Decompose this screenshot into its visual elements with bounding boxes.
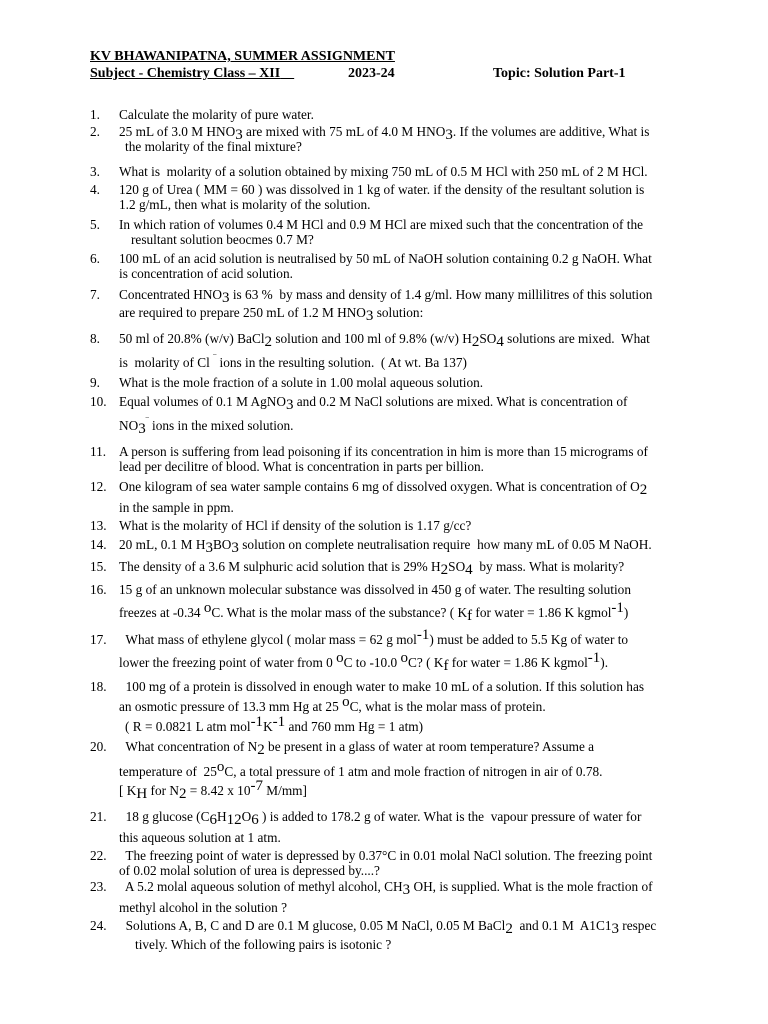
question-number: 3. — [90, 164, 100, 179]
school-title: KV BHAWANIPATNA, SUMMER ASSIGNMENT — [90, 49, 395, 64]
question-item — [90, 739, 680, 802]
question-text: Concentrated $HNO_3$ is 63 % by mass and density of 1.4 g/ml. How many millilitres of this solution are required to prepare 250 mL of 1.2 M $HNO_3$ solution: — [119, 287, 653, 324]
question-number: 18. — [90, 679, 107, 694]
question-text: 100 mL of an acid solution is neutralised by 50 mL of NaOH solution containing 0.2 g NaOH. What is concentration of acid solution. — [119, 251, 652, 281]
question-number: 10. — [90, 394, 107, 409]
question-text: In which ration of volumes 0.4 M HCl and 0.9 M HCl are mixed such that the concentration of the resultant solution beocmes 0.7 M? — [119, 217, 644, 247]
question-text: The density of a 3.6 M sulphuric acid solution that is 29% $H_2SO_4$ by mass. What is molarity? — [119, 559, 625, 578]
question-item — [90, 331, 680, 370]
subject-line: Subject - Chemistry Class – XII — [90, 66, 281, 81]
question-number: 4. — [90, 182, 100, 197]
question-item — [90, 627, 680, 674]
question-text: 50 ml of 20.8% (w/v) BaCl$_2$ solution and 100 ml of 9.8% (w/v) $H_2SO_4$ solutions are mixed. What is molarity of Cl ‾ ions in the resulting solution. ( At wt. Ba 137) — [119, 331, 650, 370]
question-number: 17. — [90, 632, 107, 647]
question-text: Solutions A, B, C and D are 0.1 M glucose, 0.05 M NaCl, 0.05 M BaCl$_2$ and 0.1 M $A1C1_3$ respec tively. Which of the following pairs is isotonic ? — [119, 918, 657, 952]
question-text: What is molarity of a solution obtained by mixing 750 mL of 0.5 M HCl with 250 mL of 2 M HCl. — [119, 164, 648, 179]
question-text: What is the mole fraction of a solute in 1.00 molal aqueous solution. — [119, 375, 484, 390]
question-text: 120 g of Urea ( MM = 60 ) was dissolved in 1 kg of water. if the density of the resultant solution is 1.2 g/mL, then what is molarity of the solution. — [119, 182, 645, 212]
question-item — [90, 679, 680, 734]
question-item — [90, 559, 680, 578]
question-item — [90, 582, 680, 624]
question-item — [90, 287, 680, 324]
question-text: 15 g of an unknown molecular substance was dissolved in 450 g of water. The resulting solution freezes at -0.34 $^o$C. What is the molar mass of the substance? ( $K_f$ for water = 1.86 K kgmol$^{-1}$) — [119, 582, 631, 624]
year-label: 2023-24 — [348, 66, 395, 81]
question-number: 7. — [90, 287, 100, 302]
question-text: A person is suffering from lead poisoning if its concentration in him is more than 15 micrograms of lead per decilitre of blood. What is concentration in parts per billion. — [119, 444, 648, 474]
question-number: 15. — [90, 559, 107, 574]
question-item — [90, 848, 680, 878]
question-number: 20. — [90, 739, 107, 754]
question-number: 16. — [90, 582, 107, 597]
question-text: What concentration of $N_2$ be present in a glass of water at room temperature? Assume a temperature of 25$^o$C, a total pressure of 1 atm and mole fraction of nitrogen in air of 0.78. [ $K_H$ for $N_2 = 8.42$ x $10^{-7}$ M/mm] — [119, 739, 603, 802]
question-item — [90, 251, 680, 281]
question-number: 9. — [90, 375, 100, 390]
question-item — [90, 107, 680, 122]
question-item — [90, 879, 680, 915]
question-item — [90, 809, 680, 845]
question-item — [90, 394, 680, 437]
question-item — [90, 217, 680, 247]
question-item — [90, 164, 680, 179]
topic-label: Topic: Solution Part-1 — [493, 66, 626, 81]
question-item — [90, 375, 680, 390]
question-text: Calculate the molarity of pure water. — [119, 107, 314, 122]
question-text: 100 mg of a protein is dissolved in enough water to make 10 mL of a solution. If this solution has an osmotic pressure of 13.3 mm Hg at 25 $^o$C, what is the molar mass of protein. ( R = 0.0821 L atm $mol^{-1}K^{-1}$ and 760 mm Hg = 1 atm) — [119, 679, 645, 734]
question-number: 1. — [90, 107, 100, 122]
question-item — [90, 479, 680, 515]
question-text: 20 mL, 0.1 M $H_3BO_3$ solution on complete neutralisation require how many mL of 0.05 M NaOH. — [119, 537, 652, 556]
question-number: 6. — [90, 251, 100, 266]
question-text: 18 g glucose ($C_6H_{12}O_6$ ) is added to 178.2 g of water. What is the vapour pressure of water for this aqueous solution at 1 atm. — [119, 809, 642, 845]
question-number: 13. — [90, 518, 107, 533]
question-text: 25 mL of 3.0 M $HNO_3$ are mixed with 75 mL of 4.0 M $HNO_3$. If the volumes are additive, What is the molarity of the final mixture? — [119, 124, 650, 154]
question-item — [90, 182, 680, 212]
question-text: What mass of ethylene glycol ( molar mass = 62 g mol$^{-1}$) must be added to 5.5 Kg of water to lower the freezing point of water from 0 $^o$C to -10.0 $^o$C? ( $K_f$ for water = 1.86 K kgmol$^{-1}$). — [119, 627, 629, 674]
question-item — [90, 918, 680, 952]
question-number: 12. — [90, 479, 107, 494]
question-text: The freezing point of water is depressed by 0.37°C in 0.01 molal NaCl solution. The freezing point of 0.02 molal solution of urea is depressed by....? — [119, 848, 653, 878]
question-text: Equal volumes of 0.1 M AgNO$_3$ and 0.2 M NaCl solutions are mixed. What is concentration of $NO_3^‾$ ions in the mixed solution. — [119, 394, 628, 437]
question-text: What is the molarity of HCl if density of the solution is 1.17 g/cc? — [119, 518, 472, 533]
question-item — [90, 444, 680, 474]
question-number: 11. — [90, 444, 107, 459]
question-number: 21. — [90, 809, 107, 824]
question-number: 23. — [90, 879, 107, 894]
question-number: 2. — [90, 124, 100, 139]
question-number: 8. — [90, 331, 100, 346]
question-item — [90, 537, 680, 556]
question-item — [90, 518, 680, 533]
question-text: One kilogram of sea water sample contains 6 mg of dissolved oxygen. What is concentration of $O_2$ in the sample in ppm. — [119, 479, 648, 515]
question-number: 5. — [90, 217, 100, 232]
question-number: 24. — [90, 918, 107, 933]
question-number: 22. — [90, 848, 107, 863]
question-item — [90, 124, 680, 154]
question-text: A 5.2 molal aqueous solution of methyl alcohol, $CH_3$ OH, is supplied. What is the mole fraction of methyl alcohol in the solution ? — [119, 879, 653, 915]
question-number: 14. — [90, 537, 107, 552]
